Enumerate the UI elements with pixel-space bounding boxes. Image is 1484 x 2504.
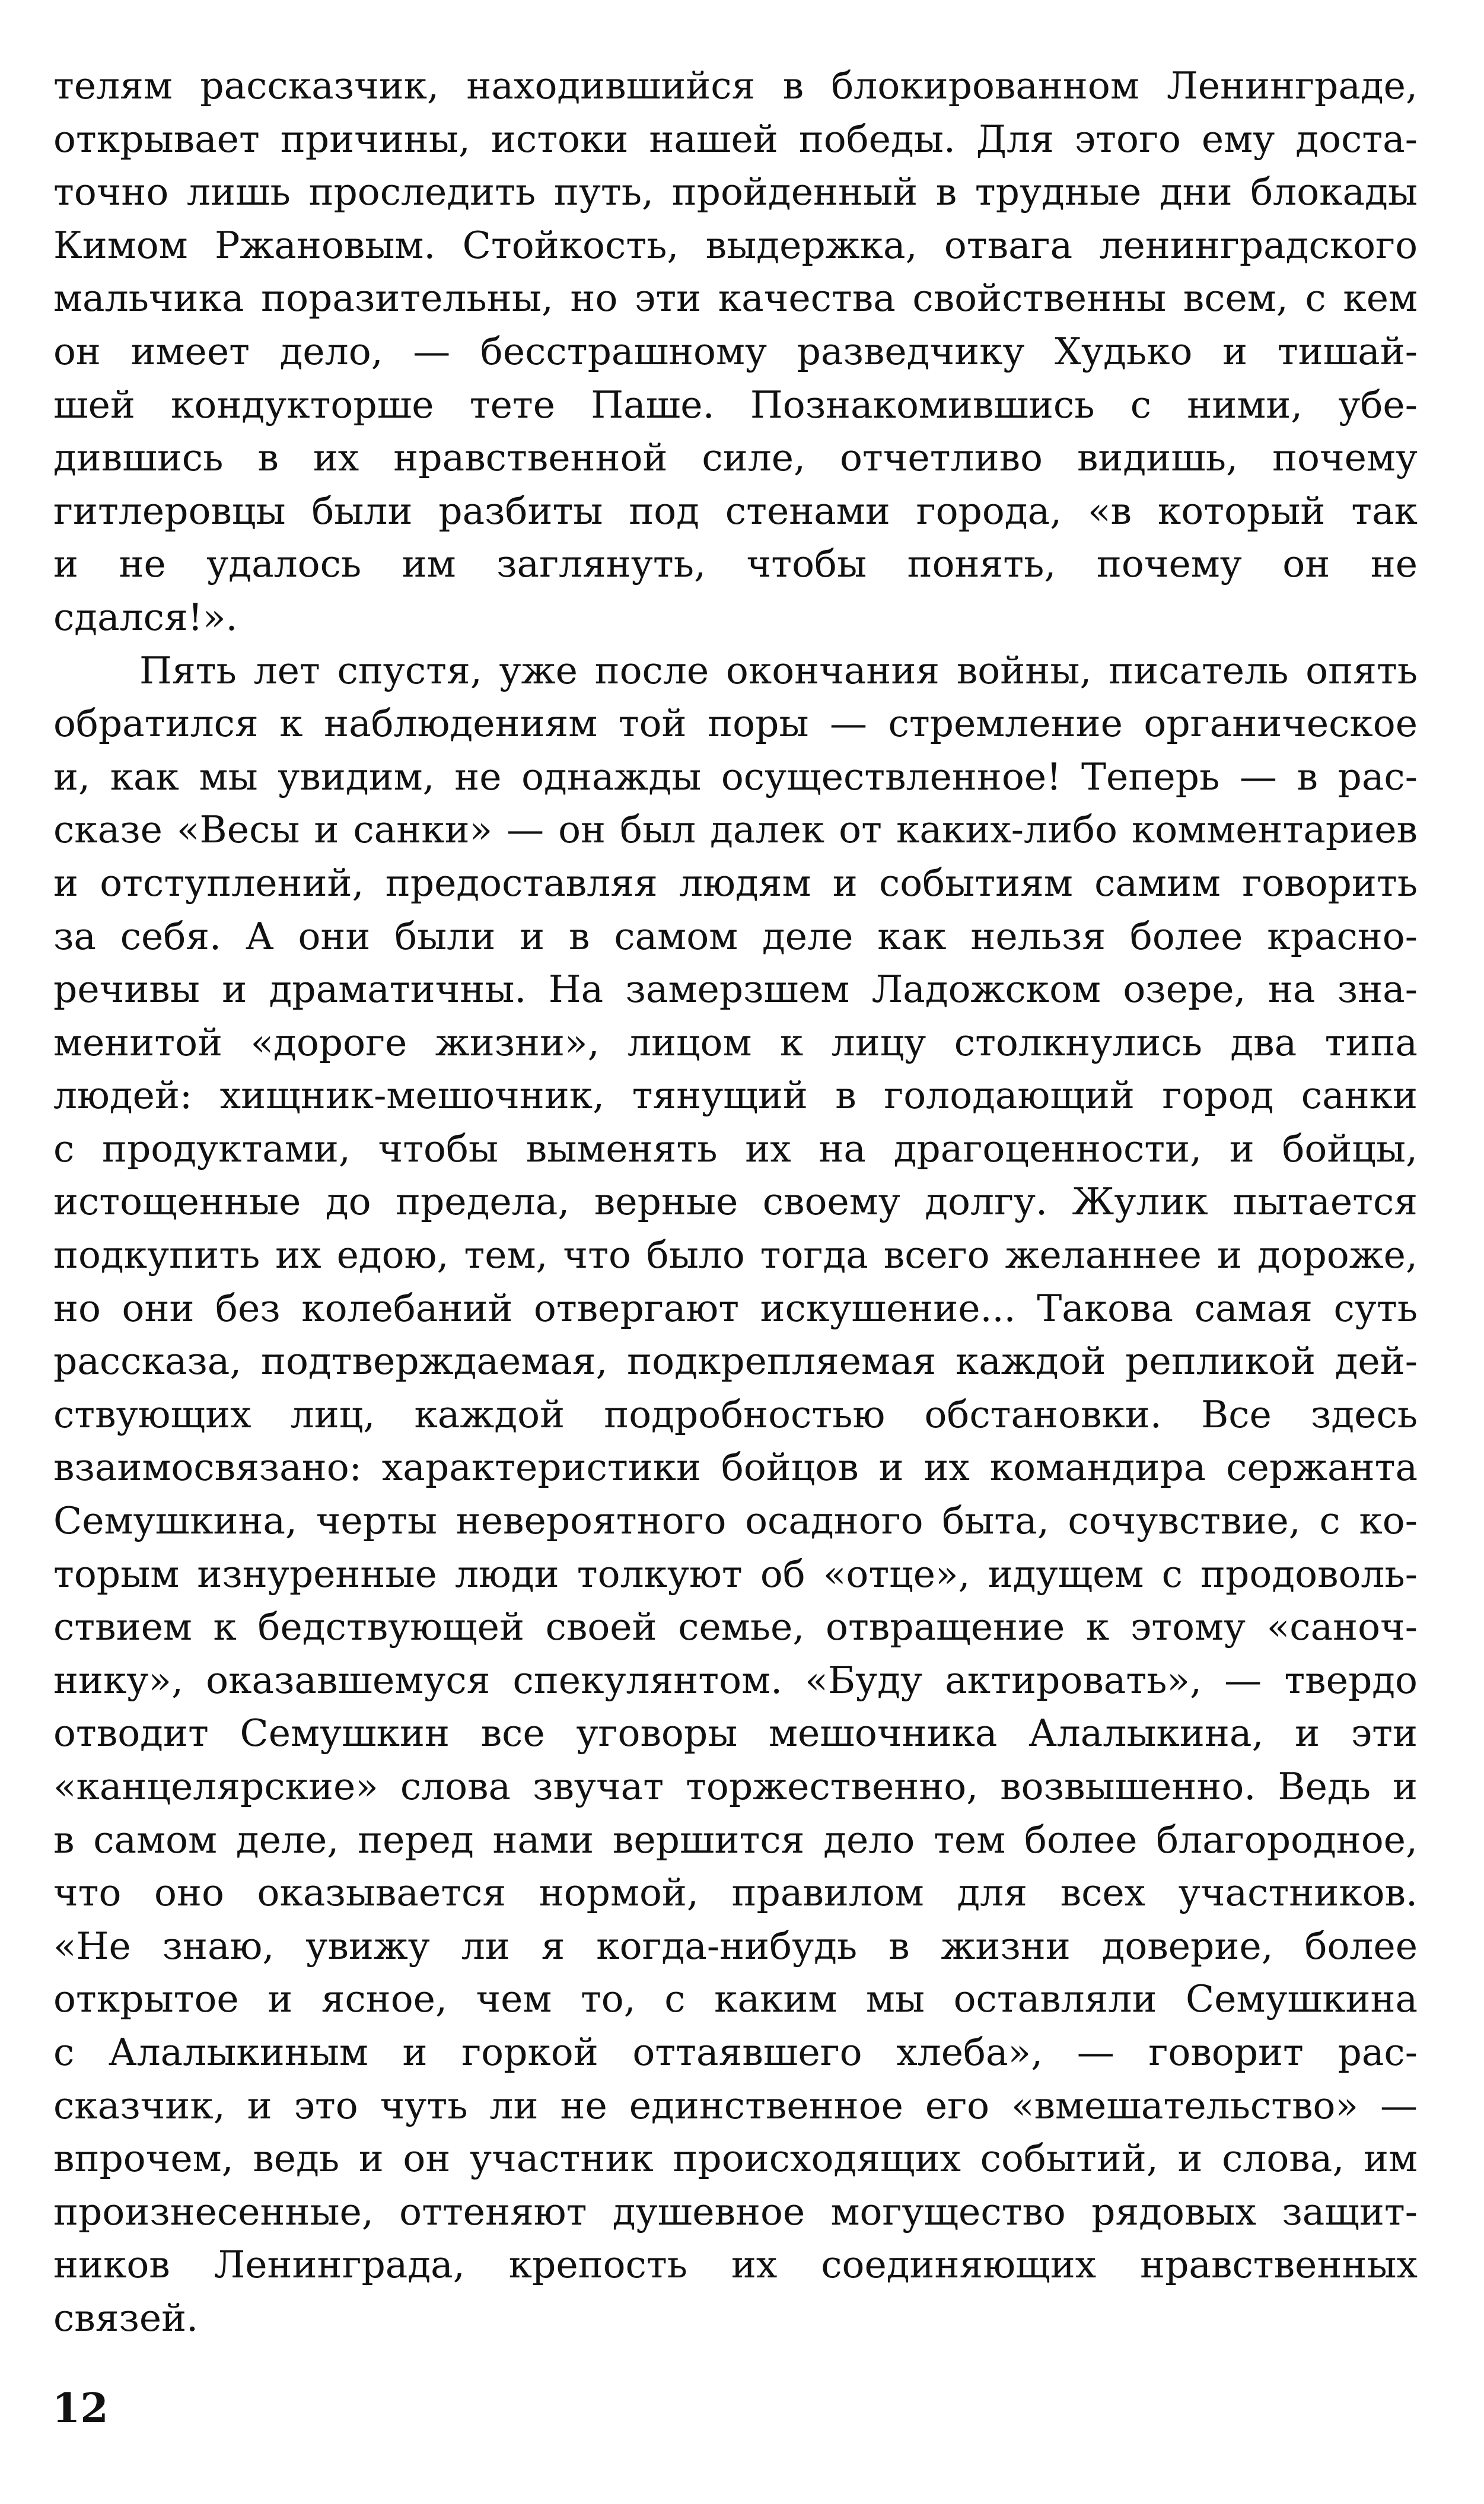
text-line: «канцелярские» слова звучат торжественно, возвышенно. Ведь и [53,1765,1418,1808]
text-line: дившись в их нравственной силе, отчетливо видишь, почему [53,436,1418,480]
text-line: и, как мы увидим, не однажды осуществленное! Теперь — в рас- [53,755,1418,798]
text-line: ников Ленинграда, крепость их соединяющих нравственных [53,2243,1418,2287]
text-line: открывает причины, истоки нашей победы. Для этого ему доста- [53,117,1418,161]
text-line: отводит Семушкин все уговоры мешочника Алалыкина, и эти [53,1711,1418,1755]
text-line: связей. [53,2296,199,2340]
page-body [53,59,1418,2345]
text-line: что оно оказывается нормой, правилом для всех участников. [53,1871,1418,1915]
text-line: Кимом Ржановым. Стойкость, выдержка, отвага ленинградского [53,223,1418,267]
text-line: с продуктами, чтобы выменять их на драгоценности, и бойцы, [53,1127,1418,1170]
text-line: речивы и драматичны. На замерзшем Ладожском озере, на зна- [53,968,1418,1011]
text-line: и отступлений, предоставляя людям и событиям самим говорить [53,861,1418,905]
paragraph-2 [53,644,1418,2345]
text-line: открытое и ясное, чем то, с каким мы оставляли Семушкина [53,1977,1418,2021]
text-line: подкупить их едою, тем, что было тогда всего желаннее и дороже, [53,1233,1418,1277]
text-line: ствующих лиц, каждой подробностью обстановки. Все здесь [53,1392,1418,1436]
text-line: менитой «дороге жизни», лицом к лицу столкнулись два типа [53,1020,1418,1064]
text-line: с Алалыкиным и горкой оттаявшего хлеба», — говорит рас- [53,2030,1418,2074]
text-line: людей: хищник-мешочник, тянущий в голодающий город санки [53,1074,1418,1118]
text-line: торым изнуренные люди толкуют об «отце», идущем с продоволь- [53,1552,1418,1596]
text-line: Пять лет спустя, уже после окончания войны, писатель опять [139,648,1418,692]
text-line: точно лишь проследить путь, пройденный в трудные дни блокады [53,170,1418,214]
text-line: обратился к наблюдениям той поры — стремление органическое [53,702,1418,746]
text-line: сдался!». [53,595,238,639]
text-line: Семушкина, черты невероятного осадного быта, сочувствие, с ко- [53,1499,1418,1543]
text-line: телям рассказчик, находившийся в блокированном Ленинграде, [53,64,1418,107]
text-line: сказе «Весы и санки» — он был далек от каких-либо комментариев [53,808,1418,852]
text-line: ствием к бедствующей своей семье, отвращение к этому «саноч- [53,1605,1418,1649]
paragraph-1 [53,59,1418,644]
text-line: истощенные до предела, верные своему долгу. Жулик пытается [53,1180,1418,1224]
text-line: нику», оказавшемуся спекулянтом. «Буду актировать», — твердо [53,1658,1418,1702]
text-line: он имеет дело, — бесстрашному разведчику Худько и тишай- [53,329,1418,373]
text-line: «Не знаю, увижу ли я когда-нибудь в жизни доверие, более [53,1924,1418,1968]
text-line: взаимосвязано: характеристики бойцов и их командира сержанта [53,1446,1418,1490]
text-line: мальчика поразительны, но эти качества свойственны всем, с кем [53,276,1418,320]
text-line: гитлеровцы были разбиты под стенами города, «в который так [53,489,1418,533]
page-number: 12 [52,2385,109,2432]
text-line: но они без колебаний отвергают искушение... Такова самая суть [53,1286,1418,1330]
text-line: произнесенные, оттеняют душевное могущество рядовых защит- [53,2190,1418,2233]
text-line: сказчик, и это чуть ли не единственное его «вмешательство» — [53,2083,1418,2127]
text-line: и не удалось им заглянуть, чтобы понять, почему он не [53,542,1418,586]
text-line: в самом деле, перед нами вершится дело тем более благородное, [53,1818,1418,1862]
text-line: рассказа, подтверждаемая, подкрепляемая каждой репликой дей- [53,1340,1418,1383]
text-line: впрочем, ведь и он участник происходящих событий, и слова, им [53,2137,1418,2181]
text-line: за себя. А они были и в самом деле как нельзя более красно- [53,914,1418,958]
text-line: шей кондукторше тете Паше. Познакомившись с ними, убе- [53,383,1418,427]
